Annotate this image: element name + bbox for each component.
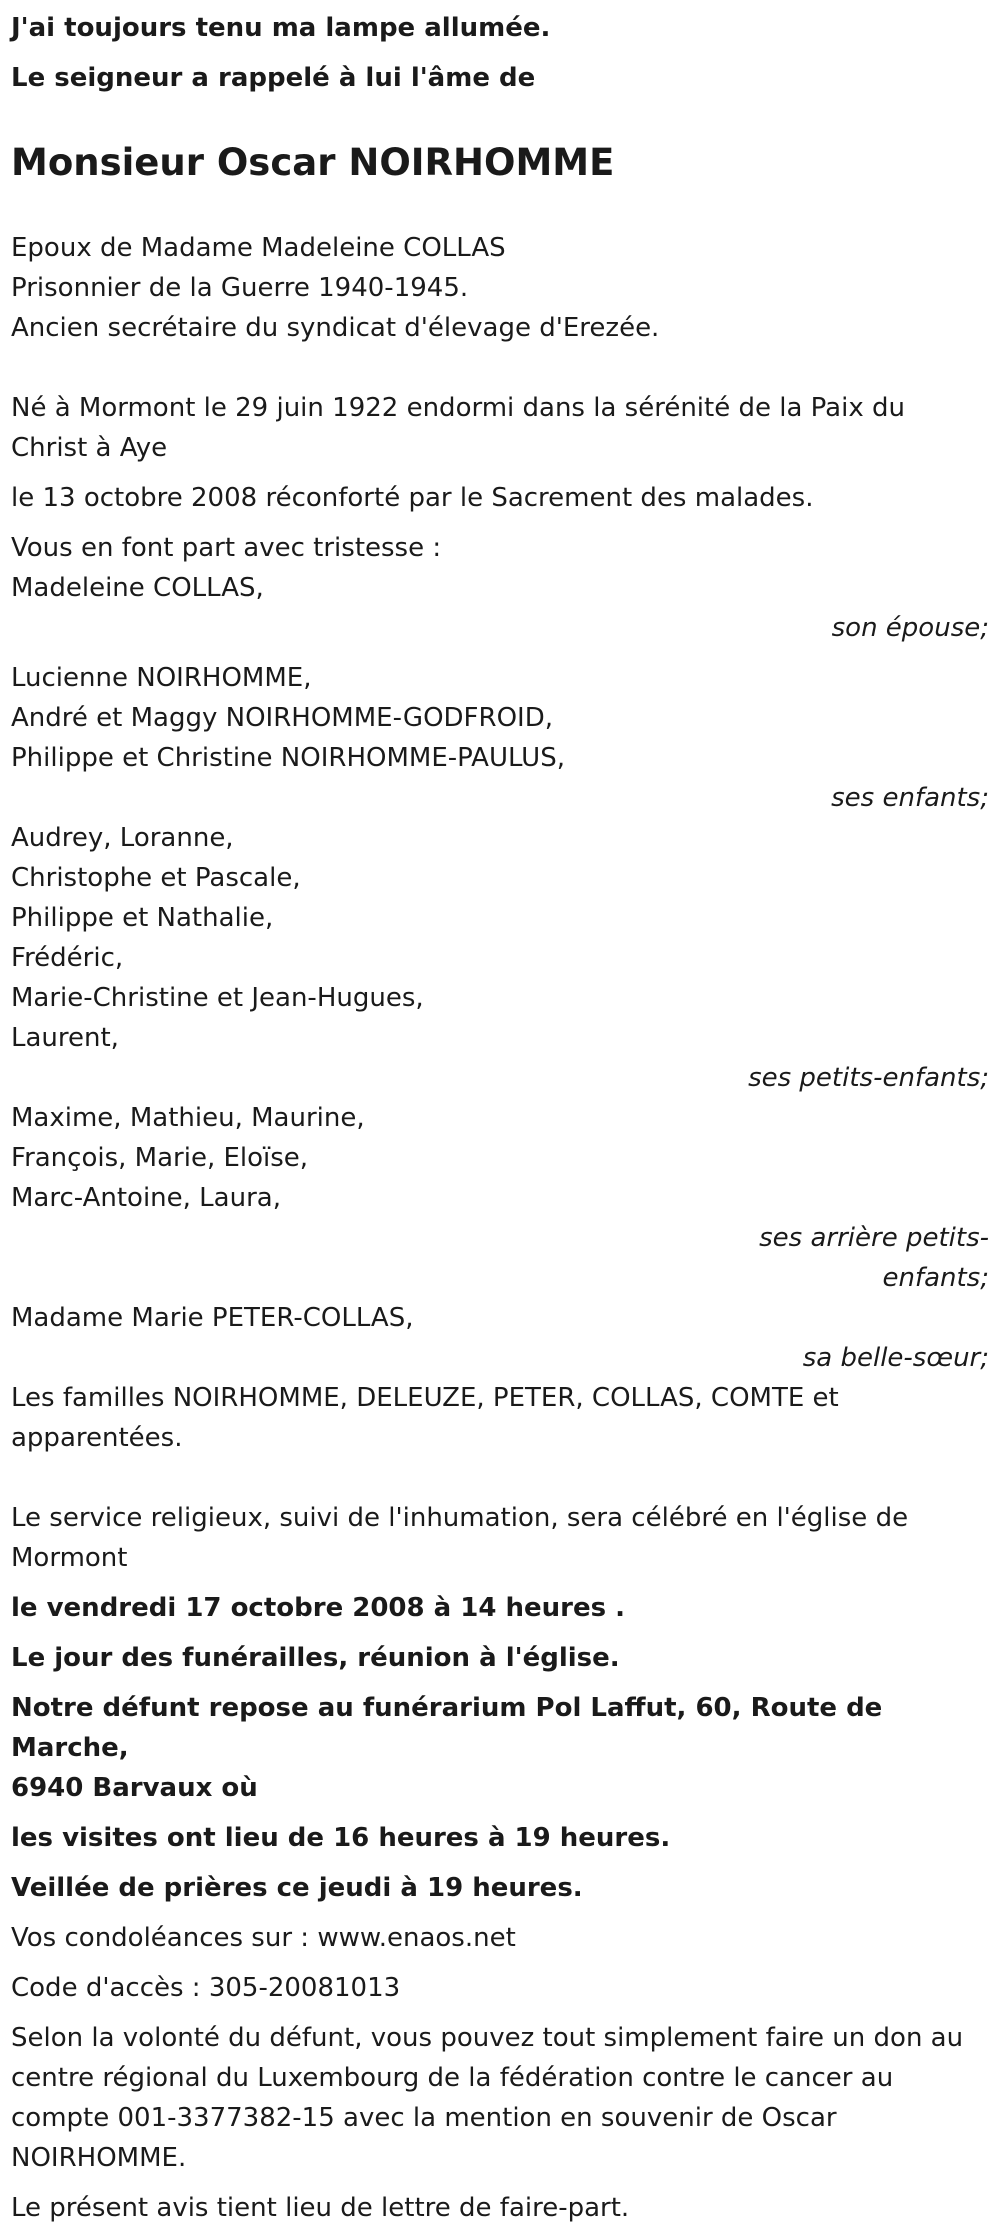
birth-death-details [11, 388, 989, 518]
intro-quote: J'ai toujours tenu ma lampe allumée. [11, 13, 551, 43]
family-extended-line: apparentées. [11, 1423, 183, 1453]
family-name: Frédéric, [11, 943, 124, 973]
family-name: Audrey, Loranne, [11, 823, 234, 853]
service-rest: Notre défunt repose au funérarium Pol Laffut, 60, Route de Marche, [11, 1693, 883, 1763]
bio-line: Prisonnier de la Guerre 1940-1945. [11, 273, 469, 303]
intro-announcement: Le seigneur a rappelé à lui l'âme de [11, 63, 536, 93]
family-children [11, 658, 989, 818]
family-role: ses enfants; [831, 783, 989, 813]
service-visits: les visites ont lieu de 16 heures à 19 heures. [11, 1823, 671, 1853]
donation-line: centre régional du Luxembourg de la fédération contre le cancer au [11, 2063, 894, 2093]
family-name: François, Marie, Eloïse, [11, 1143, 309, 1173]
birth-death-line: Christ à Aye [11, 433, 168, 463]
service-line: Mormont [11, 1543, 128, 1573]
family-extended [11, 1378, 989, 1458]
donation-line: compte 001-3377382-15 avec la mention en souvenir de Oscar [11, 2103, 837, 2133]
family-name: Marc-Antoine, Laura, [11, 1183, 281, 1213]
family-name: Madeleine COLLAS, [11, 573, 264, 603]
family-name: André et Maggy NOIRHOMME-GODFROID, [11, 703, 553, 733]
family-name: Philippe et Christine NOIRHOMME-PAULUS, [11, 743, 565, 773]
family-role: enfants; [882, 1263, 989, 1293]
family-name: Madame Marie PETER-COLLAS, [11, 1303, 414, 1333]
birth-death-line: Né à Mormont le 29 juin 1922 endormi dans la sérénité de la Paix du [11, 393, 905, 423]
obituary-notice [11, 8, 989, 2228]
service-line: Le service religieux, suivi de l'inhumation, sera célébré en l'église de [11, 1503, 909, 1533]
service-vigil: Veillée de prières ce jeudi à 19 heures. [11, 1873, 583, 1903]
service-rest: 6940 Barvaux où [11, 1773, 258, 1803]
closing-line: Le présent avis tient lieu de lettre de faire-part. [11, 2193, 630, 2223]
family-role: ses petits-enfants; [748, 1063, 989, 1093]
family-extended-line: Les familles NOIRHOMME, DELEUZE, PETER, COLLAS, COMTE et [11, 1383, 839, 1413]
condolences-line: Vos condoléances sur : www.enaos.net [11, 1923, 516, 1953]
family-grandchildren [11, 818, 989, 1098]
birth-death-line: le 13 octobre 2008 réconforté par le Sacrement des malades. [11, 483, 814, 513]
donation-line: Selon la volonté du défunt, vous pouvez tout simplement faire un don au [11, 2023, 964, 2053]
family-sister-in-law [11, 1298, 989, 1378]
bio-line: Epoux de Madame Madeleine COLLAS [11, 233, 506, 263]
family-name: Maxime, Mathieu, Maurine, [11, 1103, 365, 1133]
donation-note [11, 2018, 989, 2178]
family-name: Christophe et Pascale, [11, 863, 301, 893]
family-name: Marie-Christine et Jean-Hugues, [11, 983, 424, 1013]
family-role: son épouse; [831, 613, 989, 643]
access-code-line: Code d'accès : 305-20081013 [11, 1973, 401, 2003]
biography [11, 228, 989, 348]
family-role: sa belle-sœur; [802, 1343, 989, 1373]
service-meeting: Le jour des funérailles, réunion à l'église. [11, 1643, 620, 1673]
announcement-line: Vous en font part avec tristesse : [11, 533, 442, 563]
family-name: Philippe et Nathalie, [11, 903, 274, 933]
family-great-grandchildren [11, 1098, 989, 1298]
family-spouse [11, 568, 989, 648]
family-name: Lucienne NOIRHOMME, [11, 663, 312, 693]
service-details [11, 1498, 989, 1908]
service-date: le vendredi 17 octobre 2008 à 14 heures . [11, 1593, 626, 1623]
bio-line: Ancien secrétaire du syndicat d'élevage d'Erezée. [11, 313, 660, 343]
family-role: ses arrière petits- [759, 1223, 989, 1253]
family-name: Laurent, [11, 1023, 119, 1053]
deceased-name: Monsieur Oscar NOIRHOMME [11, 141, 615, 184]
donation-line: NOIRHOMME. [11, 2143, 187, 2173]
